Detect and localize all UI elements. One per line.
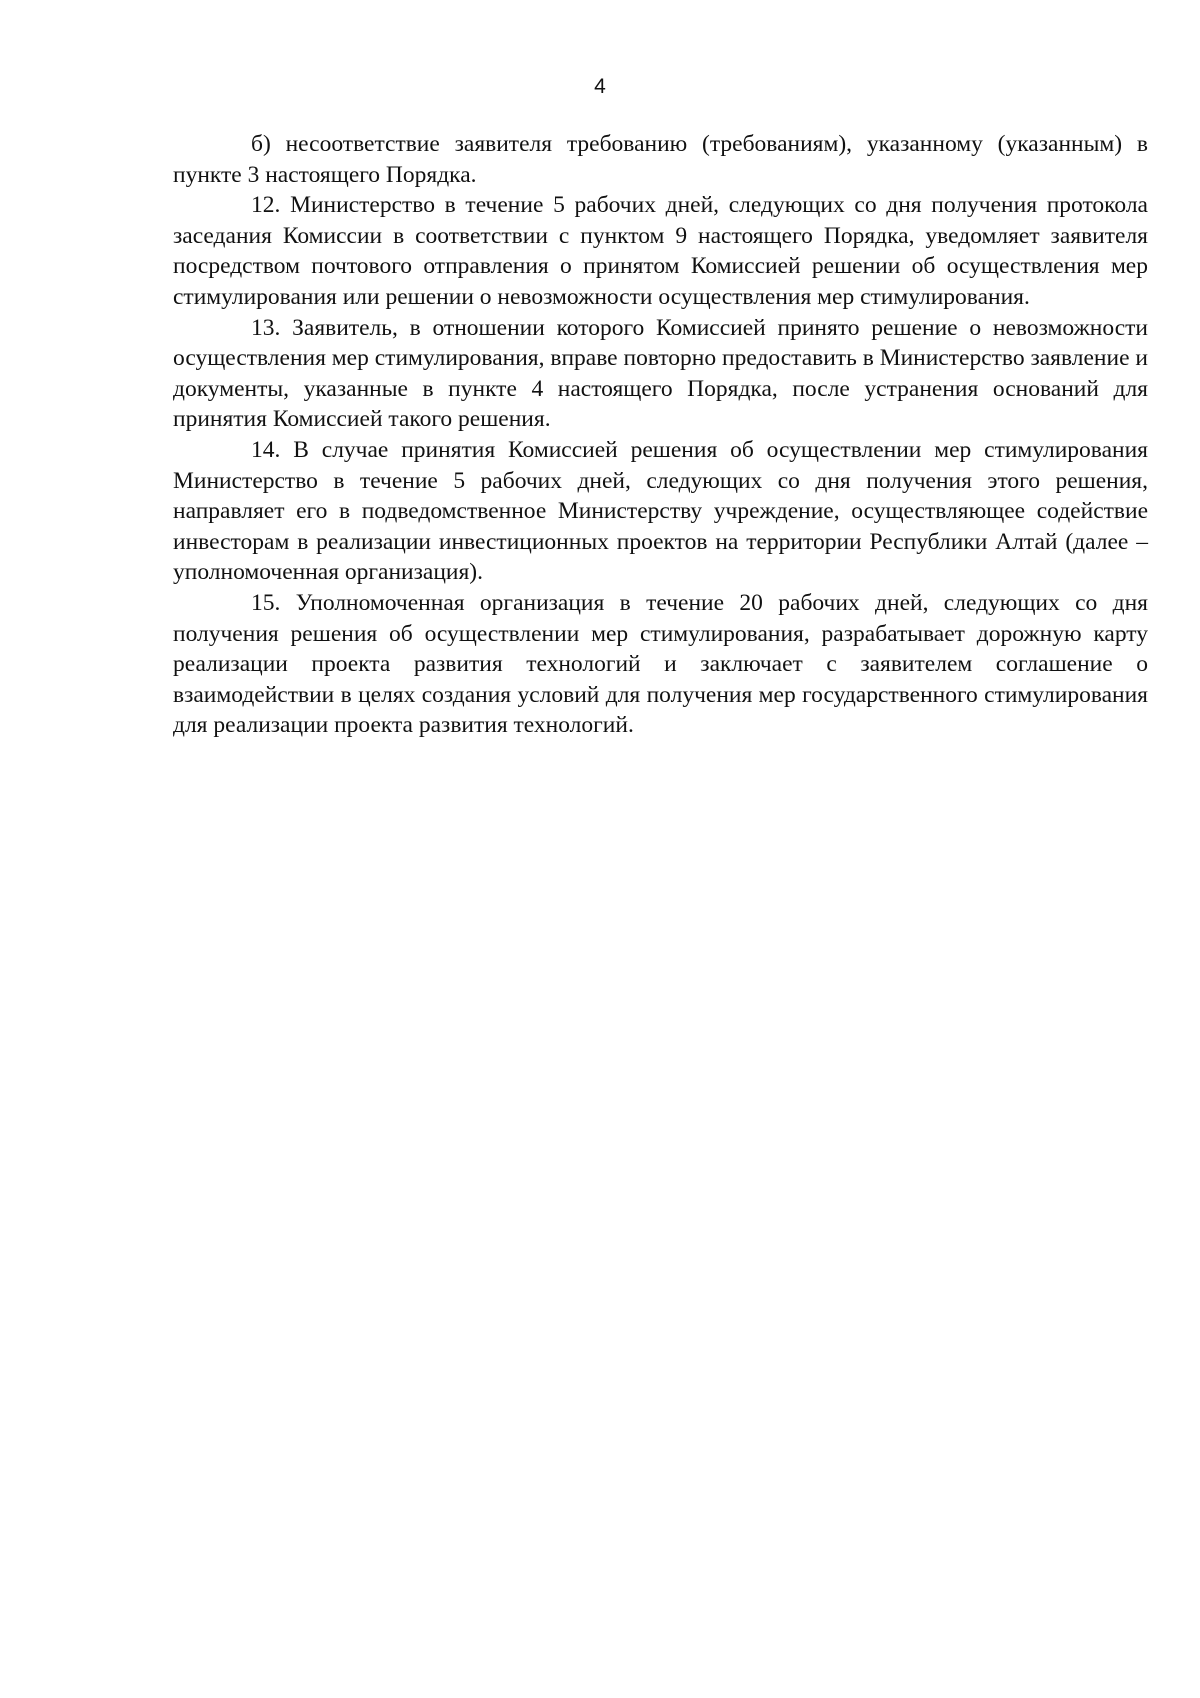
paragraph-15: 15. Уполномоченная организация в течение 20 рабочих дней, следующих со дня получения решения об осуществлении мер стимулирования, разрабатывает дорожную карту реализации проекта развития технологий и заключает с заявителем соглашение о взаимодействии в целях создания условий для получения мер государственного стимулирования для реализации проекта развития технологий.: [173, 589, 1148, 739]
paragraph-12: 12. Министерство в течение 5 рабочих дней, следующих со дня получения протокола заседания Комиссии в соответствии с пунктом 9 настоящего Порядка, уведомляет заявителя посредством почтового отправления о принятом Комиссией решении об осуществления мер стимулирования или решении о невозможности осуществления мер стимулирования.: [173, 192, 1148, 310]
paragraph-13: 13. Заявитель, в отношении которого Комиссией принято решение о невозможности осуществления мер стимулирования, вправе повторно предоставить в Министерство заявление и документы, указанные в пункте 4 настоящего Порядка, после устранения оснований для принятия Комиссией такого решения.: [173, 314, 1148, 433]
paragraph-b: б) несоответствие заявителя требованию (требованиям), указанному (указанным) в пункте 3 настоящего Порядка.: [173, 131, 1148, 188]
document-body: [173, 129, 1148, 741]
page-number: 4: [594, 75, 606, 98]
paragraph-14: 14. В случае принятия Комиссией решения об осуществлении мер стимулирования Министерство в течение 5 рабочих дней, следующих со дня получения этого решения, направляет его в подведомственное Министерству учреждение, осуществляющее содействие инвесторам в реализации инвестиционных проектов на территории Республики Алтай (далее – уполномоченная организация).: [173, 436, 1148, 586]
